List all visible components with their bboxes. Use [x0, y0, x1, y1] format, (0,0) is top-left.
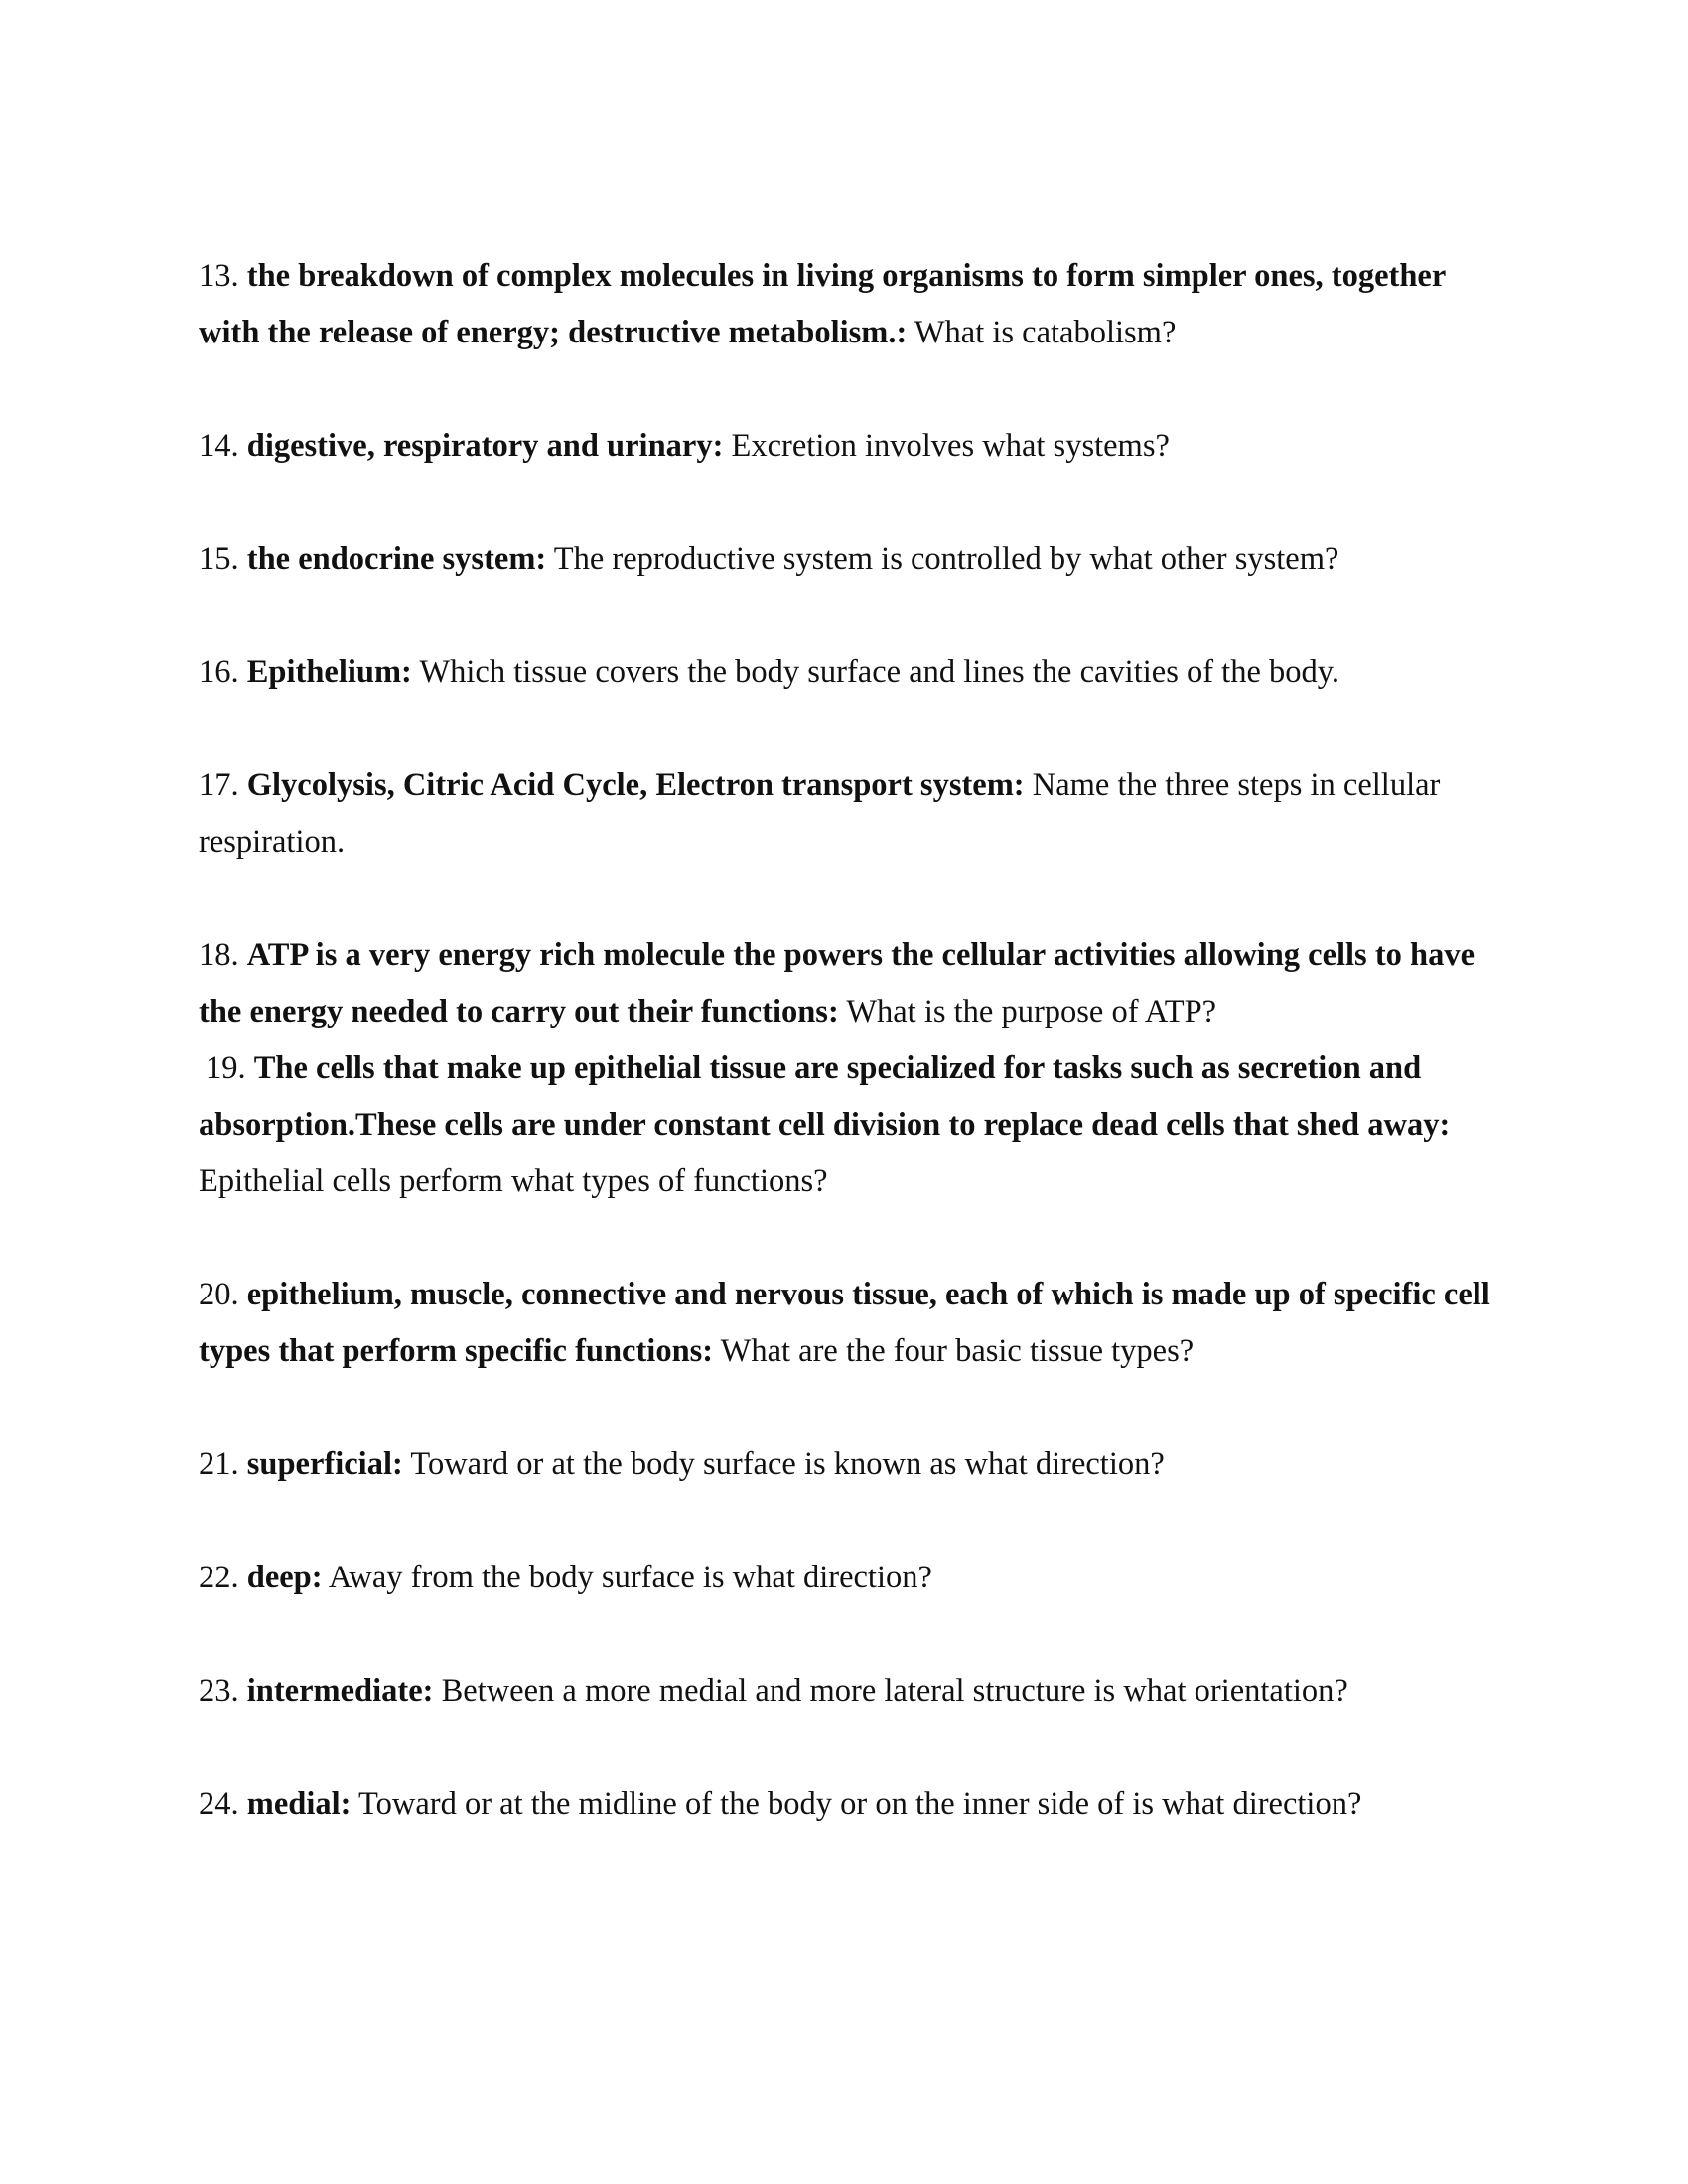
- item-number: 24.: [199, 1786, 239, 1822]
- flashcard-item: [199, 531, 1499, 588]
- item-number: 17.: [199, 767, 239, 803]
- flashcard-item: [199, 1776, 1499, 1833]
- item-question: What are the four basic tissue types?: [720, 1333, 1195, 1369]
- item-question: Toward or at the body surface is known as what direction?: [410, 1446, 1165, 1482]
- flashcard-item: [199, 248, 1499, 361]
- flashcard-item: [199, 418, 1499, 475]
- flashcard-item: [199, 757, 1499, 871]
- item-number: 22.: [199, 1560, 239, 1595]
- item-answer: Epithelium:: [246, 654, 412, 690]
- flashcard-item: [199, 1040, 1499, 1210]
- item-answer: epithelium, muscle, connective and nervous tissue, each of which is made up of specific cell types that perform specific functions:: [199, 1277, 1490, 1369]
- item-answer: the breakdown of complex molecules in living organisms to form simpler ones, together with the release of energy; destructive metabolism.:: [199, 258, 1446, 350]
- item-number: 21.: [199, 1446, 239, 1482]
- item-answer: intermediate:: [246, 1673, 434, 1708]
- item-number: 16.: [199, 654, 239, 690]
- flashcard-item: [199, 644, 1499, 701]
- item-number: 14.: [199, 428, 239, 464]
- flashcard-list: [199, 248, 1499, 1889]
- item-question: Toward or at the midline of the body or on the inner side of is what direction?: [358, 1786, 1362, 1822]
- item-question: Away from the body surface is what direction?: [328, 1560, 932, 1595]
- item-answer: ATP is a very energy rich molecule the powers the cellular activities allowing cells to have the energy needed to carry out their functions:: [199, 937, 1476, 1029]
- item-answer: deep:: [246, 1560, 323, 1595]
- item-number: 15.: [199, 541, 239, 577]
- item-answer: Glycolysis, Citric Acid Cycle, Electron transport system:: [246, 767, 1025, 803]
- item-number: 13.: [199, 258, 239, 294]
- item-question: The reproductive system is controlled by what other system?: [553, 541, 1339, 577]
- item-question: Which tissue covers the body surface and lines the cavities of the body.: [419, 654, 1340, 690]
- flashcard-item: [199, 1267, 1499, 1380]
- item-answer: the endocrine system:: [246, 541, 547, 577]
- item-question: Epithelial cells perform what types of functions?: [199, 1163, 828, 1199]
- item-number: 23.: [199, 1673, 239, 1708]
- item-question: What is the purpose of ATP?: [846, 994, 1217, 1029]
- item-question: Excretion involves what systems?: [731, 428, 1170, 464]
- item-answer: The cells that make up epithelial tissue are specialized for tasks such as secretion and absorption.These cells are under constant cell division to replace dead cells that shed away:: [199, 1050, 1451, 1143]
- item-answer: medial:: [246, 1786, 352, 1822]
- item-number: 20.: [199, 1277, 239, 1312]
- item-question: Between a more medial and more lateral structure is what orientation?: [441, 1673, 1348, 1708]
- item-question: What is catabolism?: [914, 315, 1177, 350]
- item-question: Name the three steps in cellular respiration.: [199, 767, 1441, 860]
- flashcard-item: [199, 927, 1499, 1040]
- item-number: 19.: [206, 1050, 246, 1086]
- flashcard-item: [199, 1663, 1499, 1719]
- item-number: 18.: [199, 937, 239, 973]
- flashcard-item: [199, 1550, 1499, 1606]
- item-answer: digestive, respiratory and urinary:: [246, 428, 724, 464]
- item-answer: superficial:: [246, 1446, 403, 1482]
- flashcard-item: [199, 1436, 1499, 1493]
